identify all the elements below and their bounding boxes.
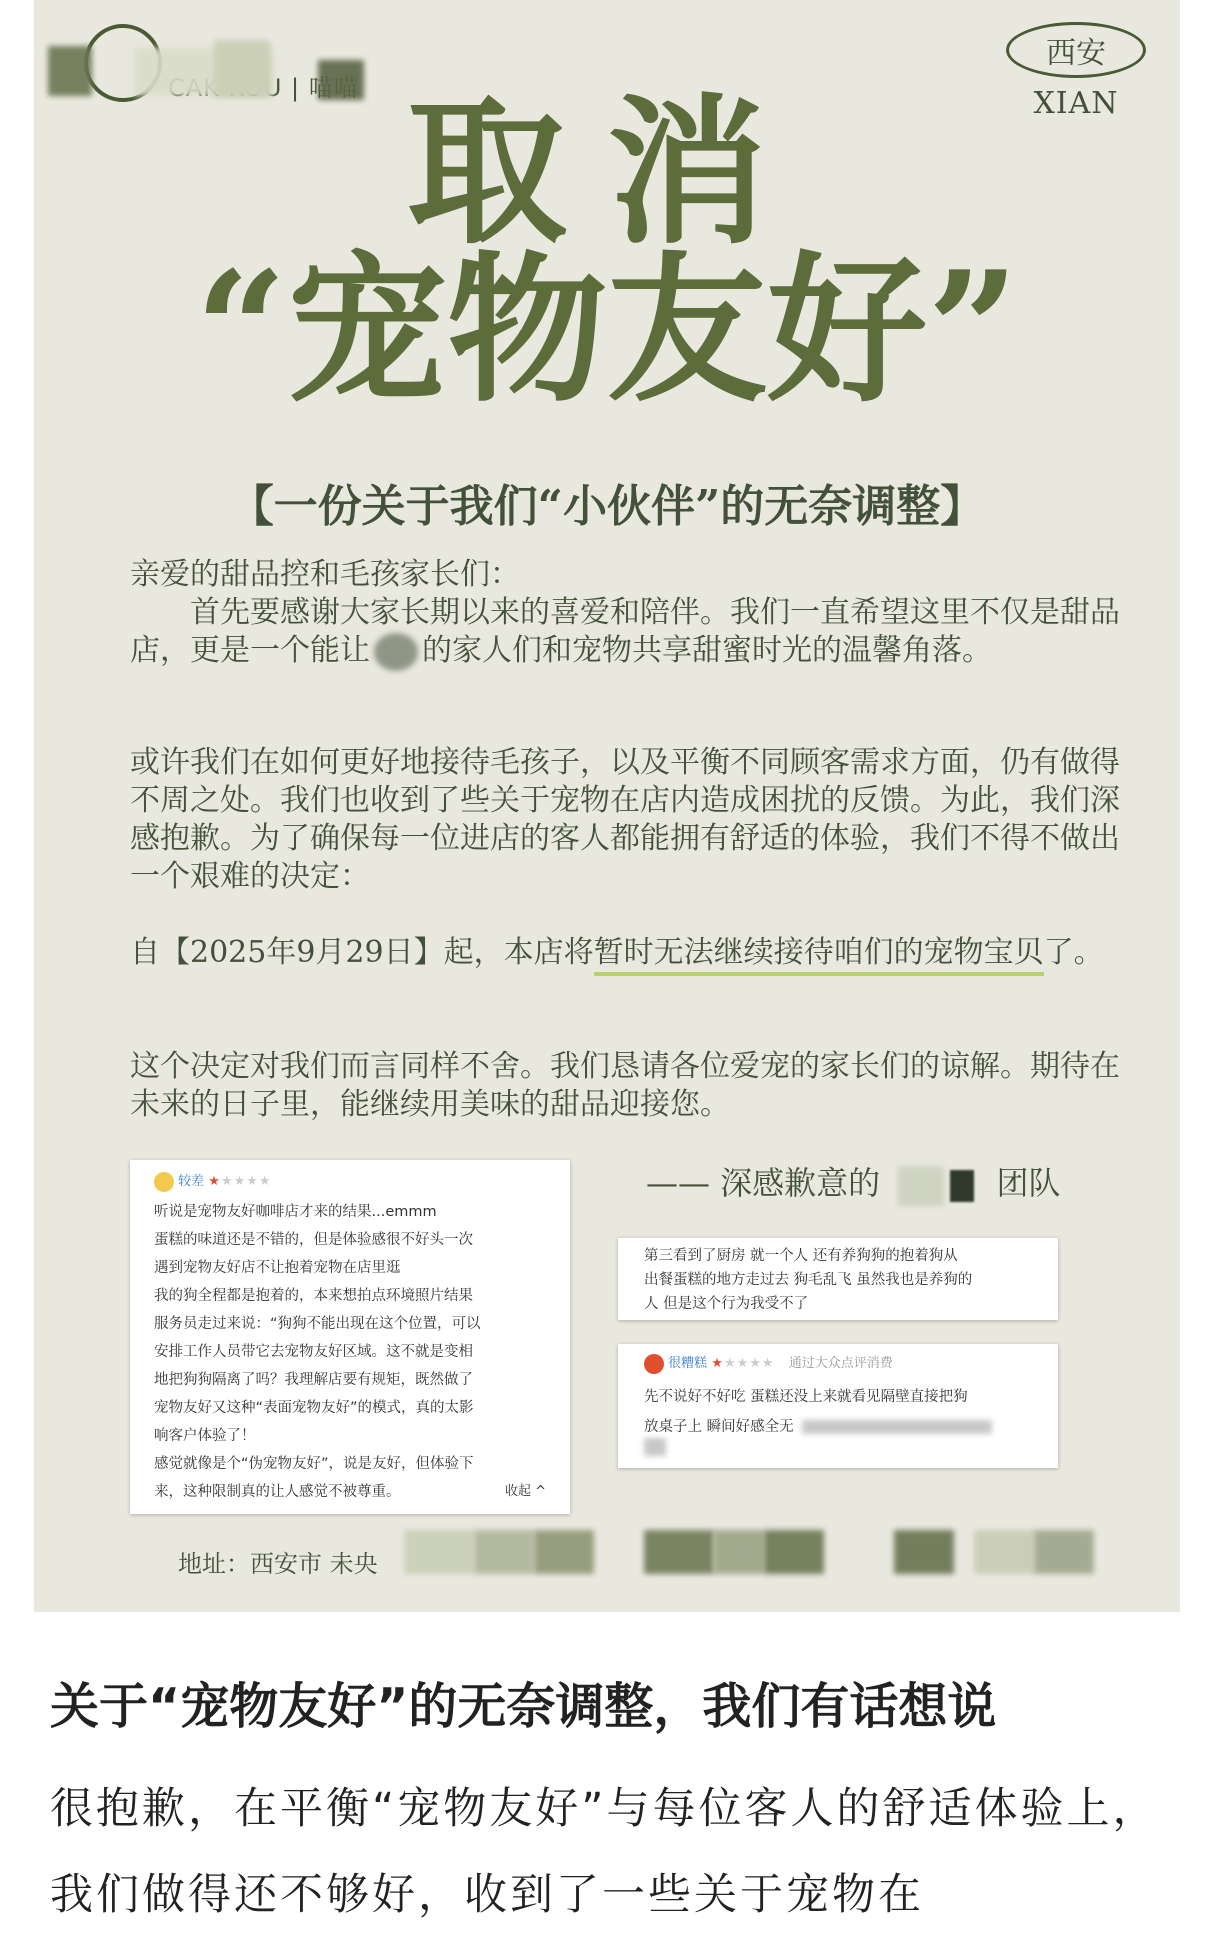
star-rating-icon: ★★★★★	[208, 1174, 272, 1189]
user-avatar	[154, 1172, 174, 1192]
review-header	[154, 1170, 546, 1192]
rating-label: 较差	[178, 1174, 205, 1189]
paragraph-closing: 这个决定对我们而言同样不舍。我们恳请各位爱宠的家长们的谅解。期待在未来的日子里，能继续用美味的甜品迎接您。	[130, 1049, 1120, 1122]
review-line: 我的狗全程都是抱着的，本来想拍点环境照片结果	[154, 1287, 473, 1304]
review-card-2	[618, 1238, 1058, 1320]
signature	[646, 1158, 1061, 1206]
brand-logo	[48, 20, 468, 100]
review-line-text: 来，这种限制真的让人感觉不被尊重。	[154, 1483, 401, 1500]
star-rating-icon: ★★★★★	[711, 1356, 775, 1371]
privacy-blur	[644, 1438, 666, 1456]
review-line: 感觉就像是个“伪宠物友好”，说是友好，但体验下	[154, 1455, 474, 1472]
signature-prefix: —— 深感歉意的	[646, 1164, 881, 1202]
review-line: 人 但是这个行为我受不了	[644, 1296, 809, 1312]
poster-subtitle: 【一份关于我们“小伙伴”的无奈调整】	[229, 481, 985, 532]
review-text	[644, 1382, 1032, 1442]
review-line: 安排工作人员带它去宠物友好区域。这不就是变相	[154, 1343, 473, 1360]
privacy-blur	[898, 1166, 978, 1206]
privacy-blur	[802, 1420, 992, 1434]
paragraph-thanks-part1: 首先要感谢大家长期以来的喜爱和陪伴。我们一直希望这里不仅是甜品店，更是一个能让	[130, 595, 1120, 668]
review-line: 宠物友好又这种“表面宠物友好”的模式，真的太影	[154, 1399, 474, 1416]
review-line: 响客户体验了！	[154, 1427, 256, 1444]
address-blur	[404, 1520, 1104, 1580]
review-header	[644, 1352, 1032, 1374]
logo-text: |	[291, 74, 301, 102]
article-lead: 很抱歉，在平衡“宠物友好”与每位客人的舒适体验上，我们做得还不够好，收到了一些关于宠物在	[50, 1784, 1159, 1920]
review-source: 通过大众点评消费	[788, 1356, 893, 1371]
review-line: 第三看到了厨房 就一个人 还有养狗狗的抱着狗从	[644, 1248, 958, 1264]
review-line	[644, 1412, 1032, 1442]
review-line: 服务员走过来说：“狗狗不能出现在这个位置，可以	[154, 1315, 481, 1332]
paragraph-apology: 或许我们在如何更好地接待毛孩子，以及平衡不同顾客需求方面，仍有做得不周之处。我们也收到了些关于宠物在店内造成困扰的反馈。为此，我们深感抱歉。为了确保每一位进店的客人都能拥有舒适的体验，我们不得不做出一个艰难的决定：	[130, 745, 1120, 894]
review-card-3	[618, 1344, 1058, 1468]
decision-date: 自【2025年9月29日】起，本店将	[130, 935, 594, 970]
privacy-blur	[48, 46, 92, 96]
review-line: 出餐蛋糕的地方走过去 狗毛乱飞 虽然我也是养狗的	[644, 1272, 973, 1288]
collapse-button[interactable]: 收起 ^	[504, 1483, 546, 1499]
headline-cancel: 取消	[406, 78, 807, 266]
paragraph-decision	[130, 934, 1120, 972]
review-line-text: 放桌子上 瞬间好感全无	[644, 1418, 794, 1435]
headline-pet-friendly: “宠物友好”	[194, 236, 1020, 424]
paragraph-thanks-part2: 的家人们和宠物共享甜蜜时光的温馨角落。	[422, 633, 992, 668]
address: 地址：西安市 未央	[178, 1550, 378, 1578]
review-line	[154, 1478, 546, 1506]
review-card-1	[130, 1160, 570, 1514]
review-line: 遇到宠物友好店不让抱着宠物在店里逛	[154, 1259, 401, 1276]
review-line: 先不说好不好吃 蛋糕还没上来就看见隔壁直接把狗	[644, 1388, 968, 1405]
rating-label: 很糟糕	[668, 1356, 708, 1371]
user-avatar	[644, 1354, 664, 1374]
decision-highlight: 暂时无法继续接待咱们的宠物宝贝	[594, 935, 1044, 976]
paragraph-thanks	[130, 594, 1120, 671]
review-line: 地把狗狗隔离了吗？我理解店要有规矩，既然做了	[154, 1371, 473, 1388]
announcement-poster	[34, 0, 1180, 1612]
decision-end: 了。	[1043, 935, 1104, 970]
review-line: 听说是宠物友好咖啡店才来的结果...emmm	[154, 1203, 437, 1220]
city-english: XIAN	[1033, 86, 1119, 121]
article-title: 关于“宠物友好”的无奈调整，我们有话想说	[50, 1678, 997, 1735]
privacy-blur	[214, 40, 270, 98]
privacy-blur	[374, 633, 418, 671]
review-text	[154, 1198, 546, 1506]
city-badge: 西安	[1006, 22, 1146, 78]
review-line: 蛋糕的味道还是不错的，但是体验感很不好头一次	[154, 1231, 473, 1248]
signature-suffix: 团队	[996, 1164, 1061, 1202]
greeting: 亲爱的甜品控和毛孩家长们：	[130, 557, 520, 592]
